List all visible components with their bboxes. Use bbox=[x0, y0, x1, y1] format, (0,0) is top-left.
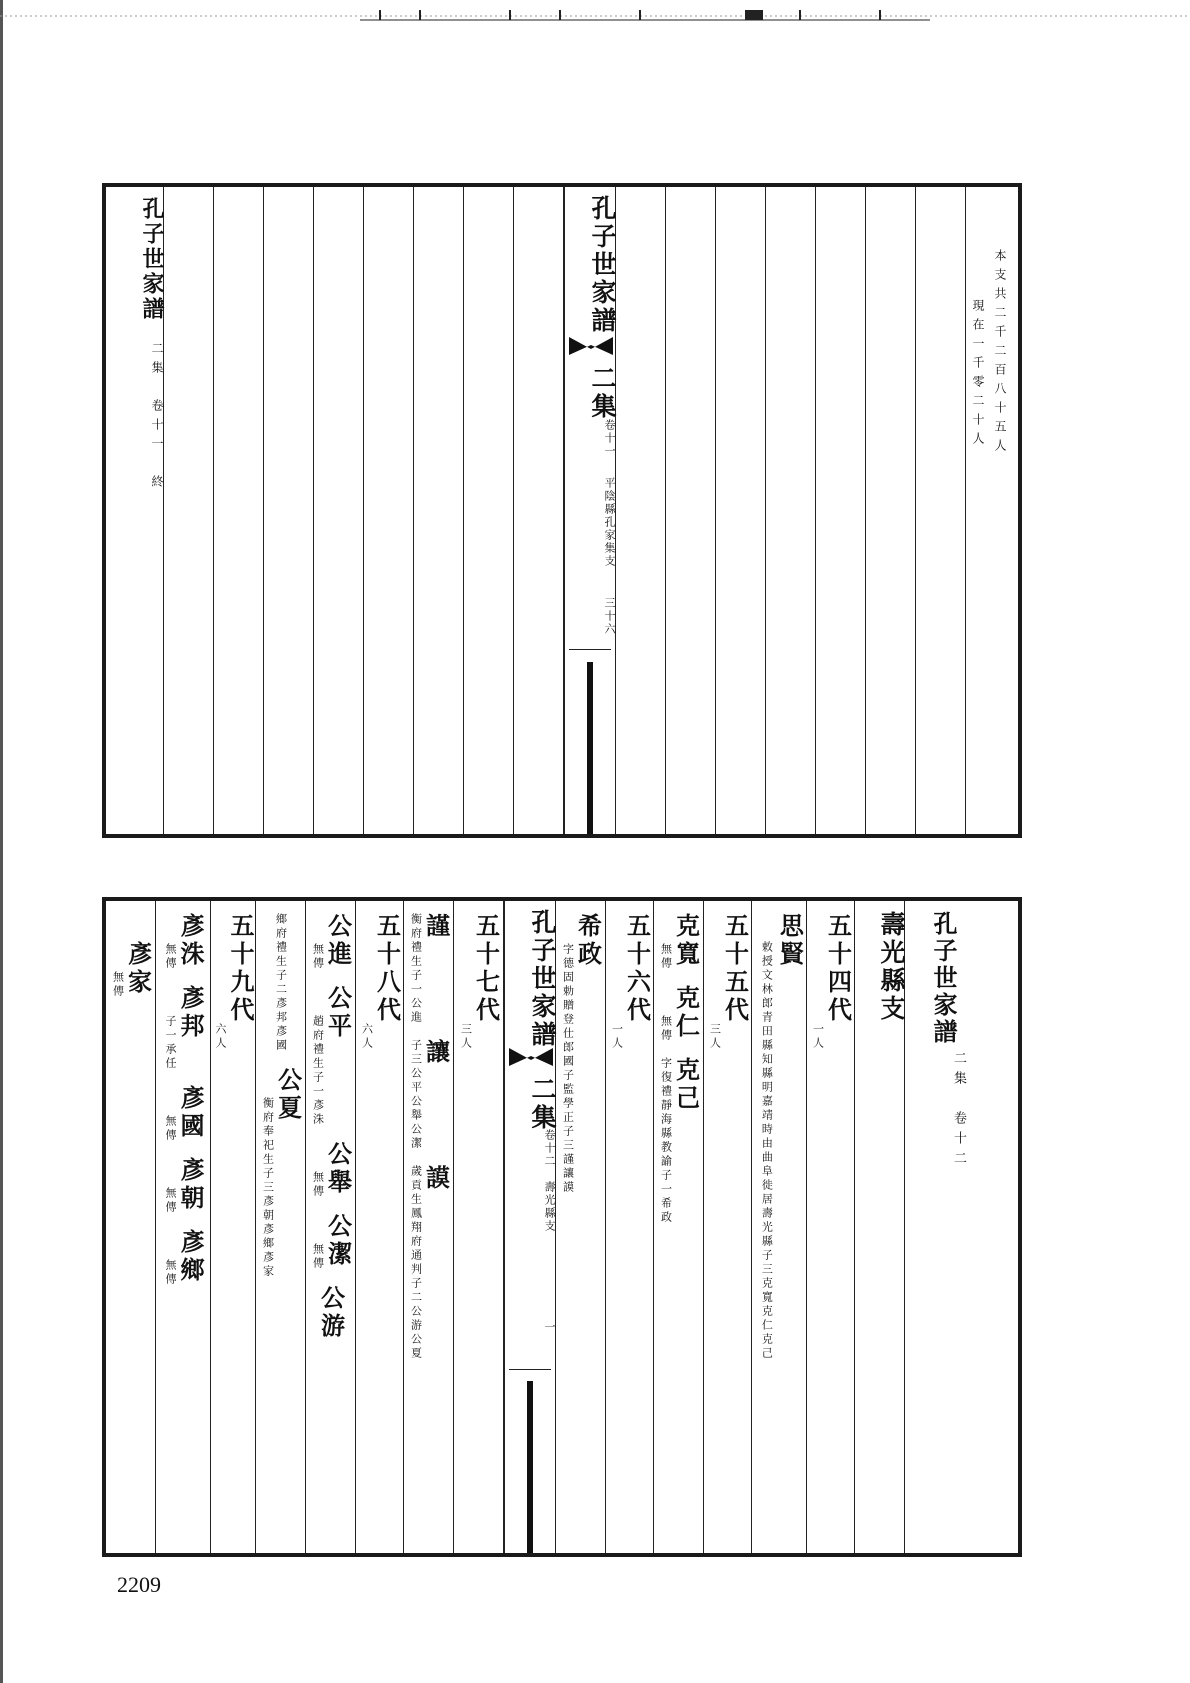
ruled-column bbox=[164, 187, 214, 834]
person-note: 無傳 bbox=[164, 1259, 178, 1287]
fish-tail-mark bbox=[569, 335, 613, 357]
top-center-volume: 卷十一 bbox=[603, 419, 616, 458]
person-note: 字復禮靜海縣教諭子一希政 bbox=[659, 1057, 673, 1225]
person-note: 衡府奉祀生子三彥朝彥鄉彥家 bbox=[261, 1097, 275, 1279]
person-note: 敕授文林郎青田縣知縣明嘉靖時由曲阜徙居壽光縣子三克寬克仁克己 bbox=[760, 941, 774, 1361]
generation-column bbox=[211, 901, 256, 1553]
generation-column bbox=[807, 901, 855, 1553]
top-center-page: 三十六 bbox=[603, 597, 616, 636]
top-right-notes-column bbox=[966, 187, 1018, 834]
generation-label: 五十六代 bbox=[622, 913, 652, 1025]
generation-label: 五十五代 bbox=[720, 913, 750, 1025]
person-note: 衡府禮生子一公進 bbox=[409, 913, 423, 1025]
person-note: 無傳 bbox=[311, 1171, 325, 1199]
ruled-column bbox=[616, 187, 666, 834]
person-note: 無傳 bbox=[311, 1243, 325, 1271]
genealogy-column bbox=[654, 901, 704, 1553]
genealogy-column bbox=[556, 901, 606, 1553]
person-entry bbox=[561, 913, 603, 1195]
person-name: 彥邦 bbox=[176, 985, 206, 1041]
generation-heading bbox=[811, 913, 853, 1051]
top-left-title: 孔子世家譜 bbox=[139, 197, 165, 322]
generation-count: 六人 bbox=[214, 1023, 228, 1051]
person-note: 子一承任 bbox=[164, 1015, 178, 1071]
genealogy-column bbox=[752, 901, 807, 1553]
bottom-right-volume: 二集 卷十二 bbox=[951, 1051, 966, 1171]
bottom-right-title: 孔子世家譜 bbox=[929, 911, 958, 1046]
person-note: 無傳 bbox=[111, 971, 125, 999]
person-name: 謨 bbox=[421, 1165, 451, 1193]
person-note: 鄉府禮生子二彥邦彥國 bbox=[274, 913, 288, 1053]
ruled-column bbox=[214, 187, 264, 834]
top-left-volume: 二集 卷十一 終 bbox=[150, 342, 164, 494]
person-entry bbox=[659, 1057, 701, 1225]
genealogy-column bbox=[306, 901, 356, 1553]
top-center-collection: 二集 bbox=[588, 365, 617, 421]
ruled-column bbox=[766, 187, 816, 834]
person-name: 公游 bbox=[316, 1285, 346, 1341]
person-entry bbox=[164, 1229, 206, 1287]
person-entry bbox=[409, 913, 451, 1025]
branch-title: 壽光縣支 bbox=[877, 911, 906, 1023]
person-name: 彥洙 bbox=[176, 913, 206, 969]
person-note: 無傳 bbox=[164, 943, 178, 971]
person-name: 克寬 bbox=[671, 913, 701, 969]
generation-column bbox=[454, 901, 504, 1553]
person-entry bbox=[311, 1141, 353, 1199]
generation-count: 一人 bbox=[610, 1023, 624, 1051]
person-note: 字德固勅贈登仕郎國子監學正子三謹讓謨 bbox=[561, 943, 575, 1195]
genealogy-column bbox=[256, 901, 306, 1553]
ruled-column bbox=[364, 187, 414, 834]
person-name: 公夏 bbox=[273, 1067, 303, 1123]
bottom-center-column bbox=[504, 901, 556, 1553]
branch-title-column bbox=[855, 901, 905, 1553]
top-center-branch: 平陰縣孔家集支 bbox=[603, 477, 616, 568]
person-entry bbox=[409, 1039, 451, 1151]
person-name: 讓 bbox=[421, 1039, 451, 1067]
generation-heading bbox=[214, 913, 256, 1051]
person-note: 無傳 bbox=[164, 1187, 178, 1215]
page-number: 2209 bbox=[117, 1572, 161, 1597]
divider bbox=[569, 649, 611, 650]
ruled-column bbox=[464, 187, 514, 834]
genealogy-column bbox=[156, 901, 211, 1553]
ruled-column bbox=[916, 187, 966, 834]
bottom-page-panel bbox=[102, 897, 1022, 1557]
bottom-center-volume: 卷十二 bbox=[543, 1129, 556, 1168]
generation-count: 三人 bbox=[459, 1023, 473, 1051]
genealogy-column bbox=[106, 901, 156, 1553]
person-note: 子三公平公舉公潔 bbox=[409, 1039, 423, 1151]
person-name: 公舉 bbox=[323, 1141, 353, 1197]
person-note: 無傳 bbox=[659, 943, 673, 971]
person-entry bbox=[164, 913, 206, 971]
generation-count: 六人 bbox=[360, 1023, 374, 1051]
top-page-panel bbox=[102, 183, 1022, 838]
person-name: 彥家 bbox=[123, 941, 153, 997]
top-center-column bbox=[564, 187, 616, 834]
person-name: 彥朝 bbox=[176, 1157, 206, 1213]
fishtail-bar bbox=[587, 662, 593, 834]
person-name: 克仁 bbox=[671, 985, 701, 1041]
person-note: 無傳 bbox=[164, 1115, 178, 1143]
person-entry bbox=[111, 941, 153, 999]
ruled-column bbox=[816, 187, 866, 834]
person-name: 公進 bbox=[323, 913, 353, 969]
current-count-note: 現在一千零二十人 bbox=[971, 299, 985, 451]
bottom-right-header-column bbox=[905, 901, 1018, 1553]
generation-heading bbox=[360, 913, 402, 1051]
generation-heading bbox=[459, 913, 501, 1051]
ruled-column bbox=[514, 187, 564, 834]
person-entry bbox=[311, 985, 353, 1127]
person-name: 彥鄉 bbox=[176, 1229, 206, 1285]
person-entry bbox=[409, 1165, 451, 1361]
person-note: 無傳 bbox=[311, 943, 325, 971]
person-entry bbox=[164, 1157, 206, 1215]
bottom-center-title: 孔子世家譜 bbox=[528, 909, 557, 1049]
person-name: 希政 bbox=[573, 913, 603, 969]
generation-column bbox=[606, 901, 654, 1553]
ruled-column bbox=[264, 187, 314, 834]
person-entry bbox=[659, 985, 701, 1043]
person-entry bbox=[659, 913, 701, 971]
genealogy-column bbox=[404, 901, 454, 1553]
generation-column bbox=[704, 901, 752, 1553]
top-center-title: 孔子世家譜 bbox=[588, 195, 617, 335]
generation-count: 三人 bbox=[708, 1023, 722, 1051]
person-entry bbox=[164, 985, 206, 1071]
person-entry bbox=[274, 913, 286, 1053]
person-name: 克己 bbox=[671, 1057, 701, 1113]
person-name: 謹 bbox=[421, 913, 451, 941]
person-entry bbox=[316, 1285, 346, 1341]
bottom-center-collection: 二集 bbox=[528, 1076, 557, 1132]
bottom-center-branch: 壽光縣支 bbox=[543, 1181, 556, 1233]
top-left-title-column bbox=[106, 187, 164, 834]
divider bbox=[509, 1369, 551, 1370]
person-name: 公潔 bbox=[323, 1213, 353, 1269]
scan-top-edge bbox=[0, 8, 1190, 22]
person-entry bbox=[261, 1067, 303, 1279]
person-note: 趙府禮生子一彥洙 bbox=[311, 1015, 325, 1127]
generation-label: 五十七代 bbox=[471, 913, 501, 1025]
person-name: 思賢 bbox=[775, 913, 805, 969]
ruled-column bbox=[414, 187, 464, 834]
person-note: 歲貢生鳳翔府通判子二公游公夏 bbox=[409, 1165, 423, 1361]
total-count-note: 本支共二千二百八十五人 bbox=[993, 249, 1007, 458]
generation-label: 五十九代 bbox=[226, 913, 256, 1025]
person-note: 無傳 bbox=[659, 1015, 673, 1043]
generation-label: 五十八代 bbox=[372, 913, 402, 1025]
person-entry bbox=[311, 1213, 353, 1271]
person-entry bbox=[311, 913, 353, 971]
bottom-center-page: 一 bbox=[543, 1321, 556, 1334]
generation-heading bbox=[610, 913, 652, 1051]
generation-column bbox=[356, 901, 404, 1553]
person-entry bbox=[757, 913, 805, 1361]
generation-heading bbox=[708, 913, 750, 1051]
generation-count: 一人 bbox=[811, 1023, 825, 1051]
person-name: 公平 bbox=[323, 985, 353, 1041]
page-edge-rule bbox=[0, 0, 3, 1683]
person-entry bbox=[164, 1085, 206, 1143]
generation-label: 五十四代 bbox=[823, 913, 853, 1025]
ruled-column bbox=[716, 187, 766, 834]
ruled-column bbox=[866, 187, 916, 834]
fishtail-bar bbox=[527, 1381, 533, 1553]
fish-tail-mark bbox=[509, 1046, 553, 1068]
ruled-column bbox=[666, 187, 716, 834]
person-name: 彥國 bbox=[176, 1085, 206, 1141]
ruled-column bbox=[314, 187, 364, 834]
